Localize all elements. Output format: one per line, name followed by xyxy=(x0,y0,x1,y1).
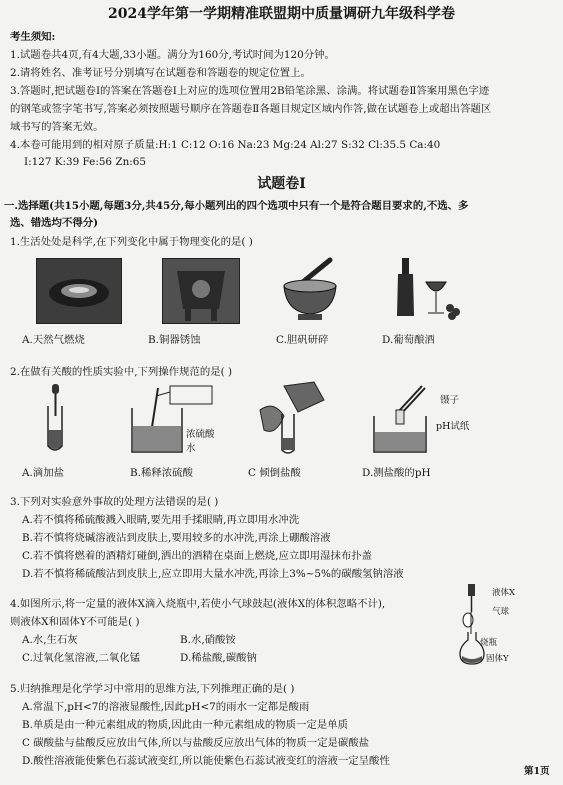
ph-test-diagram xyxy=(370,382,430,456)
label-flask: 烧瓶 xyxy=(480,638,498,648)
question-2-option-c: C 倾倒盐酸 xyxy=(248,467,301,479)
label-ph-paper: pH试纸 xyxy=(436,421,470,432)
rusted-bronze-photo xyxy=(162,258,240,324)
dropper-test-tube-diagram xyxy=(36,382,76,454)
question-4-option-a: A.水,生石灰 xyxy=(22,634,78,646)
question-2-option-a: A.滴加盐 xyxy=(22,467,64,479)
question-4-stem: 则液体X和固体Y不可能是( ) xyxy=(10,616,140,628)
question-5-stem: 5.归纳推理是化学学习中常用的思维方法,下列推理正确的是( ) xyxy=(10,683,295,695)
question-1-option-a: A.天然气燃烧 xyxy=(22,334,85,346)
label-concentrated-acid: 浓硫酸 xyxy=(186,429,215,440)
question-5-option-c: C 碳酸盐与盐酸反应放出气体,所以与盐酸反应放出气体的物质一定是碳酸盐 xyxy=(22,737,370,749)
notice-line: 4.本卷可能用到的相对原子质量:H:1 C:12 O:16 Na:23 Mg:24 Al:27 S:32 Cl:35.5 Ca:40 xyxy=(10,139,441,151)
mortar-pestle-picture xyxy=(278,256,342,322)
label-water: 水 xyxy=(186,443,196,454)
page-title: 2024学年第一学期精准联盟期中质量调研九年级科学卷 xyxy=(108,6,455,22)
question-4-option-c: C.过氧化氢溶液,二氧化锰 xyxy=(22,652,141,664)
question-4-option-b: B.水,硝酸铵 xyxy=(180,634,236,646)
gas-flame-photo xyxy=(36,258,122,324)
notice-line: 2.请将姓名、准考证号分别填写在试题卷和答题卷的规定位置上。 xyxy=(10,67,311,79)
question-3-option-a: A.若不慎将稀硫酸溅入眼睛,要先用手揉眼睛,再立即用水冲洗 xyxy=(22,514,300,526)
label-liquid-x: 液体X xyxy=(492,588,516,598)
label-balloon: 气球 xyxy=(492,607,510,617)
question-5-option-b: B.单质是由一种元素组成的物质,因此由一种元素组成的物质一定是单质 xyxy=(22,719,348,731)
label-solid-y: 固体Y xyxy=(486,654,509,664)
notice-line: 1.试题卷共4页,有4大题,33小题。满分为160分,考试时间为120分钟。 xyxy=(10,49,335,61)
question-5-option-a: A.常温下,pH<7的溶液显酸性,因此pH<7的雨水一定都是酸雨 xyxy=(22,701,310,713)
label-tweezers: 镊子 xyxy=(440,395,460,406)
question-3-option-b: B.若不慎将烧碱溶液沾到皮肤上,要用较多的水冲洗,再涂上硼酸溶液 xyxy=(22,532,331,544)
section-title: 试题卷Ⅰ xyxy=(257,176,306,192)
notice-line: 的钢笔或签字笔书写,答案必须按照题号顺序在答题卷Ⅱ各题目规定区域内作答,做在试题卷上或超出答题区 xyxy=(10,103,492,115)
notice-line: 域书写的答案无效。 xyxy=(10,121,104,133)
question-3-option-c: C.若不慎将燃着的酒精灯碰倒,洒出的酒精在桌面上燃烧,应立即用湿抹布扑盖 xyxy=(22,550,372,562)
question-3-stem: 3.下列对实验意外事故的处理方法错误的是( ) xyxy=(10,496,219,508)
pouring-acid-diagram xyxy=(254,380,328,456)
question-4-stem: 4.如图所示,将一定量的液体X滴入烧瓶中,若使小气球鼓起(液体X的体积忽略不计), xyxy=(10,598,386,610)
notice-line: I:127 K:39 Fe:56 Zn:65 xyxy=(24,156,146,168)
question-3-option-d: D.若不慎将稀硫酸沾到皮肤上,应立即用大量水冲洗,再涂上3%~5%的碳酸氢钠溶液 xyxy=(22,568,404,580)
question-1-option-b: B.铜器锈蚀 xyxy=(148,334,201,346)
wine-picture xyxy=(390,256,464,322)
question-2-stem: 2.在做有关酸的性质实验中,下列操作规范的是( ) xyxy=(10,366,233,378)
question-2-option-b: B.稀释浓硫酸 xyxy=(130,467,193,479)
section-intro: 一.选择题(共15小题,每题3分,共45分,每小题列出的四个选项中只有一个是符合题目要求的,不选、多 xyxy=(4,200,469,212)
page-number: 第1页 xyxy=(524,766,550,777)
notice-line: 3.答题时,把试题卷Ⅰ的答案在答题卷Ⅰ上对应的选项位置用2B铅笔涂黑、涂满。将试题卷Ⅱ答案用黑色字迹 xyxy=(10,85,490,97)
dilution-beaker-diagram xyxy=(126,382,216,456)
question-1-option-d: D.葡萄酿酒 xyxy=(382,334,435,346)
notice-heading: 考生须知: xyxy=(10,31,56,43)
flask-balloon-diagram xyxy=(458,582,488,666)
section-intro: 选、错选均不得分) xyxy=(10,217,99,229)
question-4-option-d: D.稀盐酸,碳酸钠 xyxy=(180,652,257,664)
question-1-stem: 1.生活处处是科学,在下列变化中属于物理变化的是( ) xyxy=(10,236,253,248)
question-1-option-c: C.胆矾研碎 xyxy=(276,334,329,346)
question-2-option-d: D.测盐酸的pH xyxy=(362,467,431,479)
question-5-option-d: D.酸性溶液能使紫色石蕊试液变红,所以能使紫色石蕊试液变红的溶液一定呈酸性 xyxy=(22,755,390,767)
